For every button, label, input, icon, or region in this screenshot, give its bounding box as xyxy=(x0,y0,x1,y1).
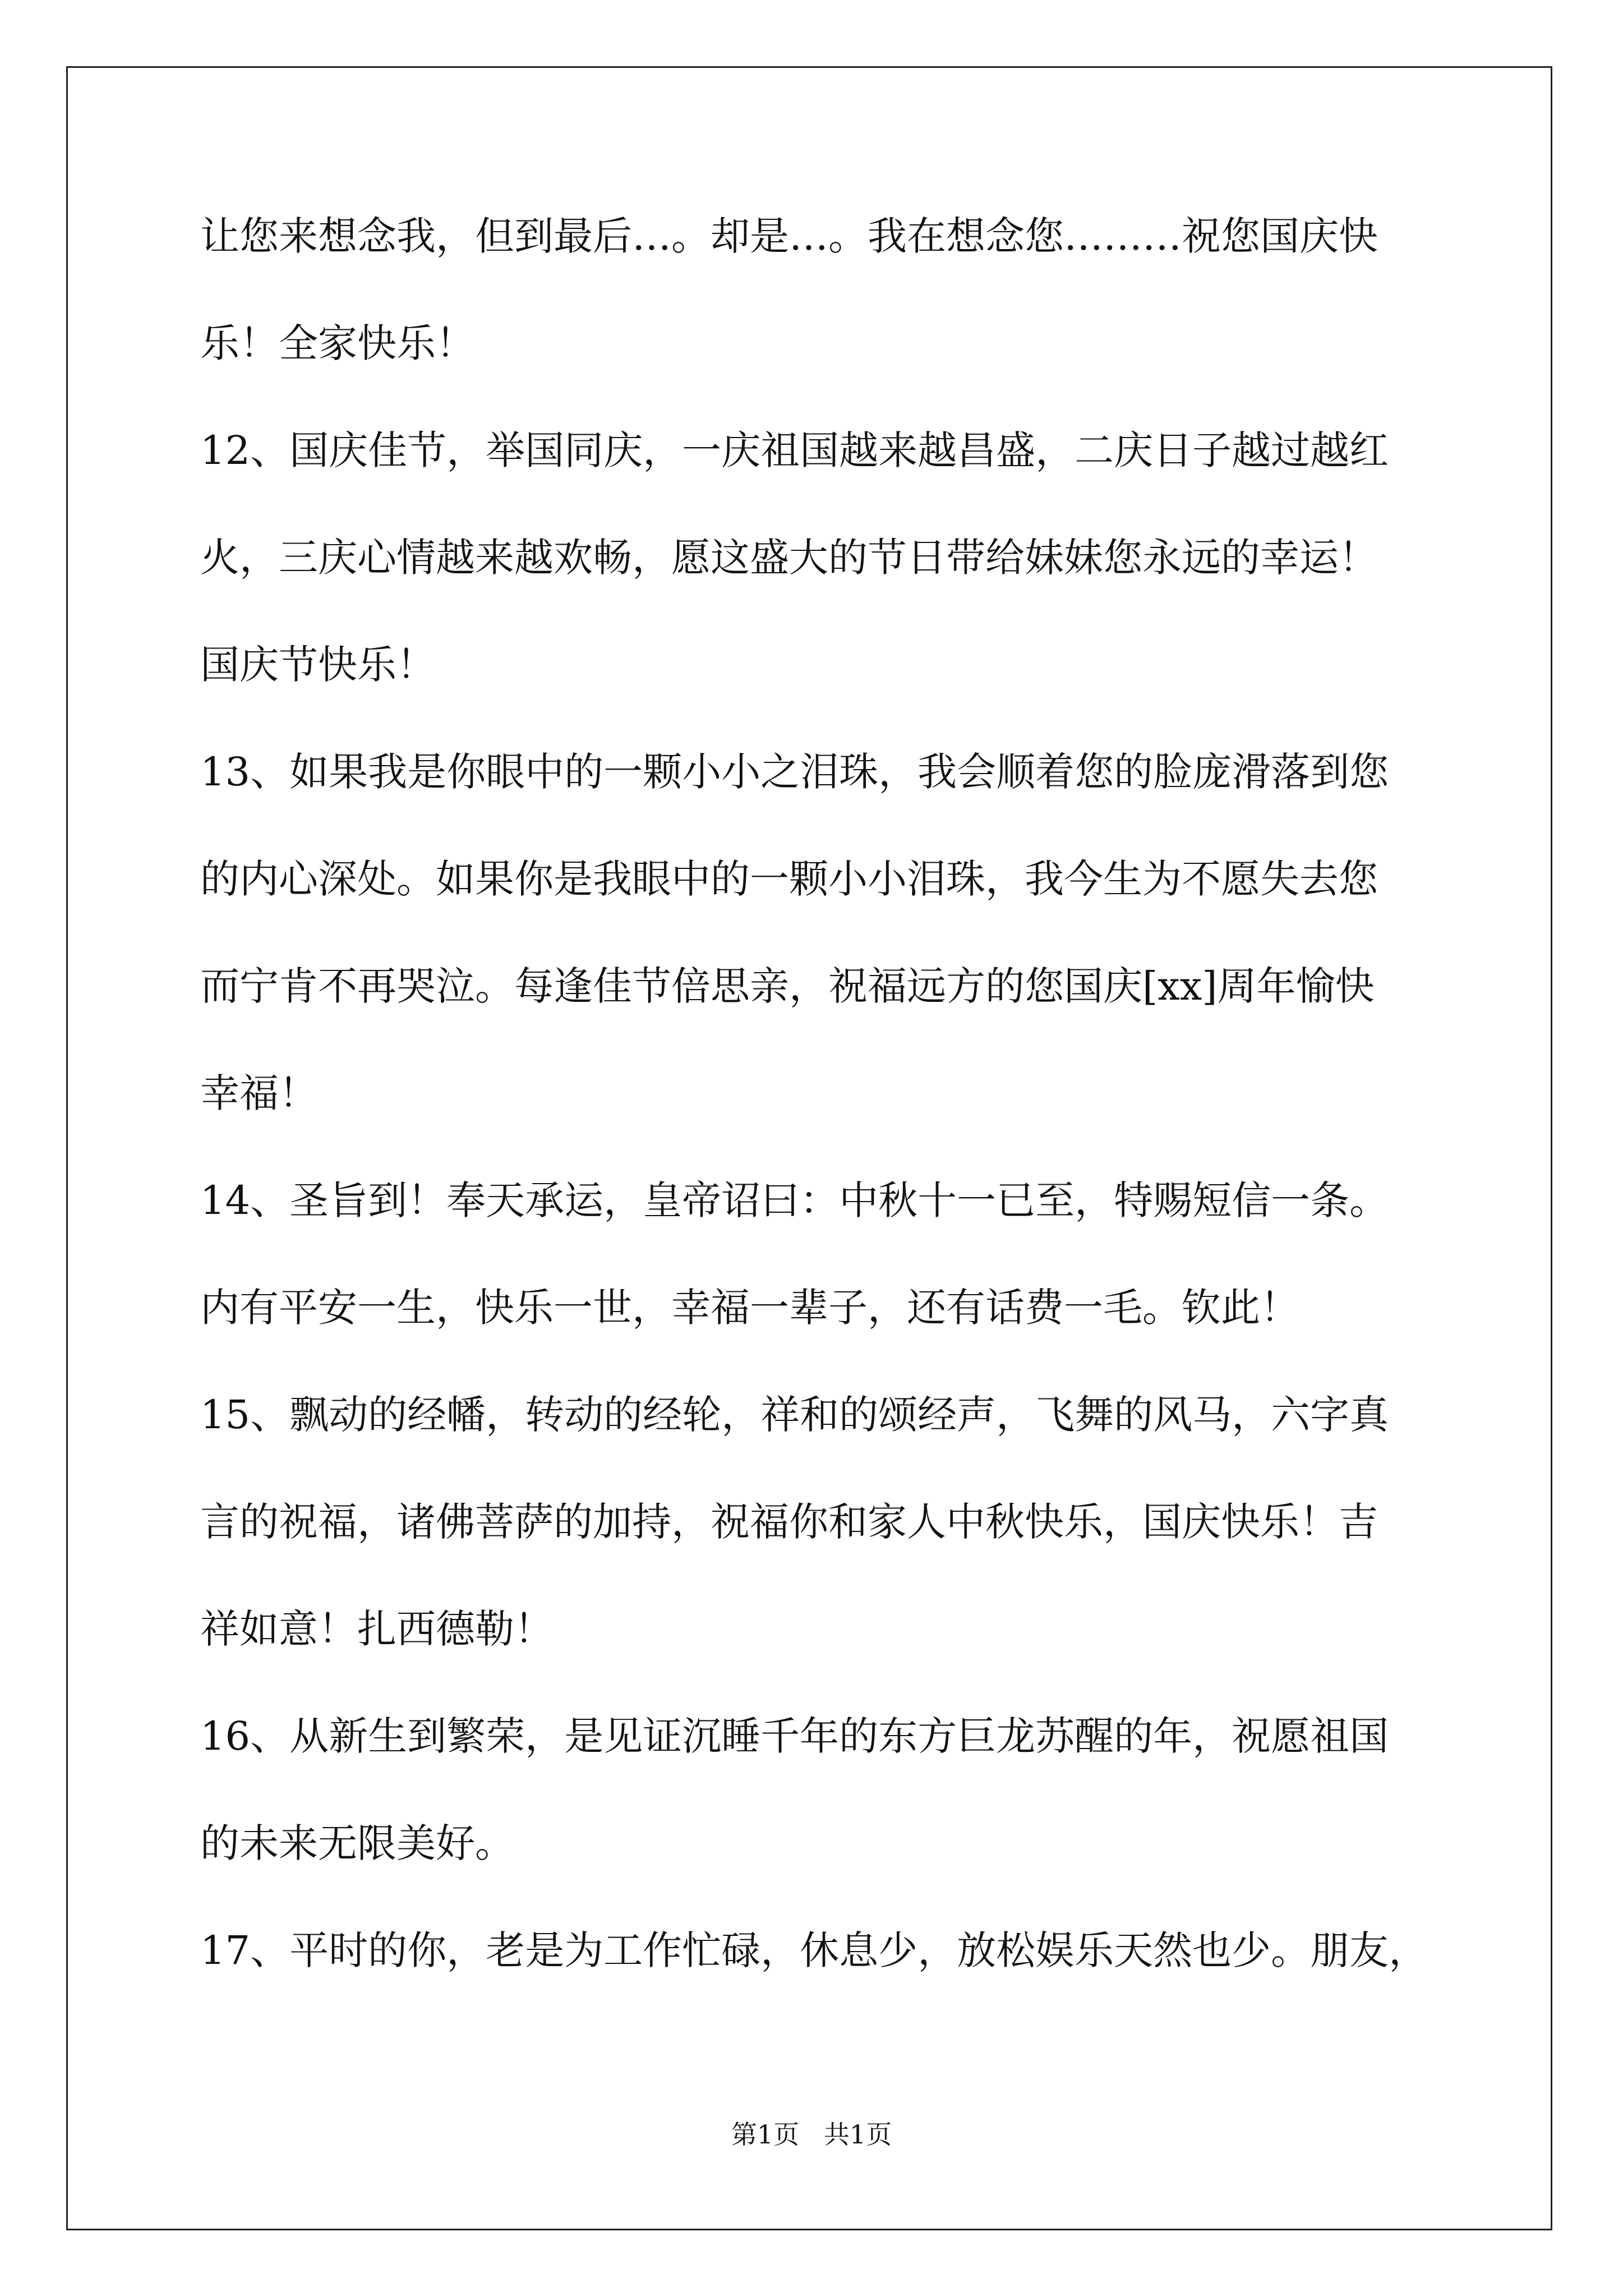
text-line: 的内心深处。如果你是我眼中的一颗小小泪珠，我今生为不愿失去您 xyxy=(200,856,1378,902)
text-line: 国庆节快乐！ xyxy=(200,642,436,688)
page-number-footer: 第1页 共1页 xyxy=(731,2119,892,2150)
text-line: 内有平安一生，快乐一世，幸福一辈子，还有话费一毛。钦此！ xyxy=(200,1285,1299,1331)
text-line: 16、从新生到繁荣，是见证沉睡千年的东方巨龙苏醒的年，祝愿祖国 xyxy=(200,1713,1389,1759)
text-line: 祥如意！扎西德勒！ xyxy=(200,1606,554,1652)
text-line: 13、如果我是你眼中的一颗小小之泪珠，我会顺着您的脸庞滑落到您 xyxy=(200,749,1389,795)
text-line: 14、圣旨到！奉天承运，皇帝诏曰：中秋十一已至，特赐短信一条。 xyxy=(200,1177,1389,1223)
text-line: 的未来无限美好。 xyxy=(200,1820,514,1866)
text-line: 15、飘动的经幡，转动的经轮，祥和的颂经声，飞舞的风马，六字真 xyxy=(200,1392,1389,1438)
text-line: 让您来想念我，但到最后…。却是…。我在想念您………祝您国庆快 xyxy=(200,213,1378,259)
page-border xyxy=(66,66,1552,2230)
text-line: 17、平时的你，老是为工作忙碌，休息少，放松娱乐天然也少。朋友， xyxy=(200,1927,1428,1973)
text-line: 火，三庆心情越来越欢畅，愿这盛大的节日带给妹妹您永远的幸运！ xyxy=(200,535,1378,581)
text-line: 乐！全家快乐！ xyxy=(200,320,475,366)
text-line: 言的祝福，诸佛菩萨的加持，祝福你和家人中秋快乐，国庆快乐！吉 xyxy=(200,1499,1378,1545)
text-line: 幸福！ xyxy=(200,1070,318,1116)
text-line: 而宁肯不再哭泣。每逢佳节倍思亲，祝福远方的您国庆[xx]周年愉快 xyxy=(200,963,1375,1009)
text-line: 12、国庆佳节，举国同庆，一庆祖国越来越昌盛，二庆日子越过越红 xyxy=(200,427,1389,473)
